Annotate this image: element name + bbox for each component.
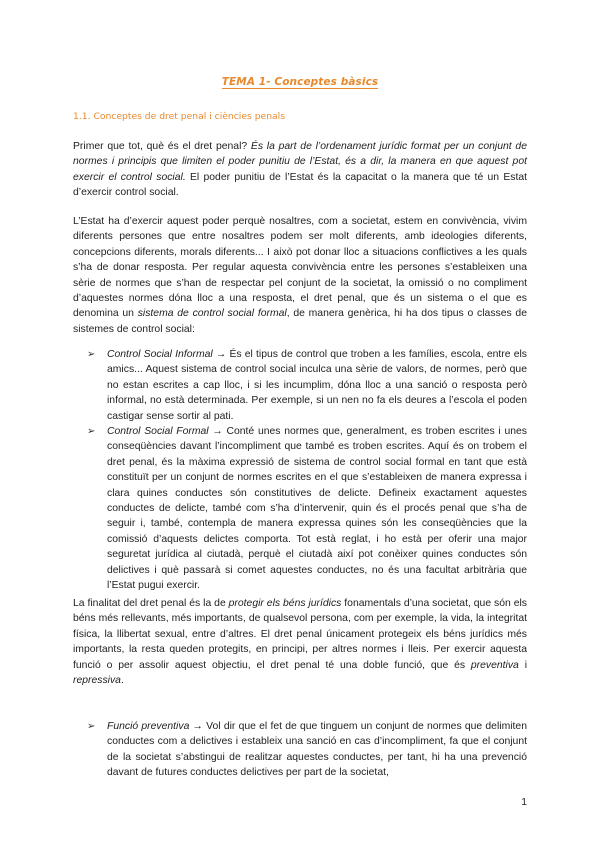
list-item	[87, 424, 527, 593]
paragraph-definition	[73, 139, 527, 201]
list-item-text: És el tipus de control que troben a les famílies, escola, entre els amics... Aquest sistema de control social inculca una sèrie de valors, de normes, però que no estan escrites a cap lloc, i si les incumplim, dóna lloc a una sanció o resposta però informal, no està determinada. Per exemple, si un nen no fa els deures a l’escola el poden castigar sense sortir al pati.	[107, 349, 527, 422]
section-heading: 1.1. Conceptes de dret penal i ciències penals	[73, 111, 285, 122]
p1-text-c: El poder punitiu de l’Estat és la capacitat o la manera que té un Estat d’exercir control social.	[73, 171, 527, 199]
list-item-text: Vol dir que el fet de que tinguem un conjunt de normes que delimiten conductes com a delictives i estableix una sanció en cas d’incompliment, fa que el conjunt de la societat s’abstingui de realitzar aquestes conductes, per tant, hi ha una prevenció davant de futures conductes delictives per part de la societat,	[107, 721, 527, 779]
arrow-bullet-icon: ➢	[87, 426, 96, 438]
p3-text-g: .	[120, 675, 124, 687]
list-item-text: Conté unes normes que, generalment, es troben escrites i unes conseqüències davant l’incompliment que també es troben escrites. Aquí és on trobem el dret penal, és la màxima expressió de sistema de control social formal en tant que està constituït per un conjunt de normes escrites en el que s’estableixen de manera expressa i clara quines conductes són constitutives de delicte. Defineix exactament aquestes conductes de delicte, també com s’ha d’intervenir, quin és el procés penal que s’ha de seguir i, també, contempla de manera expressa quines són les conseqüències que la comissió d’aquests delictes comporta. Tot està reglat, i ho està per oferir una major seguretat jurídica al ciutadà, perquè el ciutadà així pot conèixer quines conductes són delictives i què passarà si comet aquestes conductes, no és una facultat arbitrària que l’Estat pugui exercir.	[107, 426, 527, 592]
list-item-term: Control Social Formal →	[107, 426, 223, 438]
p1-text-a: Primer que tot, què és el dret penal?	[73, 141, 251, 152]
p3-text-a: La finalitat del dret penal és la de	[73, 598, 229, 609]
page-title	[0, 76, 600, 88]
p3-term-repressiva: repressiva	[73, 675, 121, 687]
paragraph-control-social	[73, 214, 527, 337]
p3-text-e: i	[518, 659, 527, 671]
list-item	[87, 347, 527, 424]
list-item	[87, 719, 527, 781]
p2-term: sistema de control social formal	[137, 308, 287, 320]
p1-definition: És la part de l’ordenament jurídic format per un conjunt de normes i principis que limiten el poder punitiu de l’Estat, és a dir, la manera en que aquest pot exercir el control social.	[73, 141, 527, 183]
list-item-term: Control Social Informal →	[107, 349, 227, 360]
p3-term-preventiva: preventiva	[470, 659, 519, 671]
arrow-bullet-icon: ➢	[87, 721, 96, 732]
p2-text-a: L’Estat ha d’exercir aquest poder perquè nosaltres, com a societat, estem en convivència, vivim diferents persones que entre nosaltres podem ser molt diferents, amb ideologies diferents, concepcions diferents, morals diferents... I això pot donar lloc a situacions conflictives a les quals s’ha de donar resposta. Per regular aquesta convivència entre les persones s’estableixen una sèrie de normes que s’han de respectar pel conjunt de la societat, la omissió o no compliment d’aquestes normes dóna lloc a una resposta, el dret penal, que és un sistema o el que es denomina un	[73, 216, 527, 320]
p3-text-c: fonamentals d’una societat, que són els béns més rellevants, més importants, de qualsevol persona, com per exemple, la vida, la integritat física, la llibertat sexual, entre d’altres. El dret penal únicament protegeix els béns jurídics més importants, la resta queden protegits, en principi, per altres normes i lleis. Per exercir aquesta funció o per assolir aquest objectiu, el dret penal té una doble funció, que és	[73, 598, 527, 671]
page-title-text: TEMA 1- Conceptes bàsics	[221, 76, 379, 88]
paragraph-finalitat	[73, 596, 527, 688]
functions-list	[87, 719, 527, 781]
control-types-list	[87, 347, 527, 594]
arrow-bullet-icon: ➢	[87, 349, 96, 360]
p3-term-bens: protegir els béns jurídics	[228, 598, 342, 609]
page-number: 1	[521, 797, 527, 808]
list-item-term: Funció preventiva →	[107, 721, 203, 732]
p2-text-c: , de manera genèrica, hi ha dos tipus o classes de sistemes de control social:	[73, 308, 527, 335]
